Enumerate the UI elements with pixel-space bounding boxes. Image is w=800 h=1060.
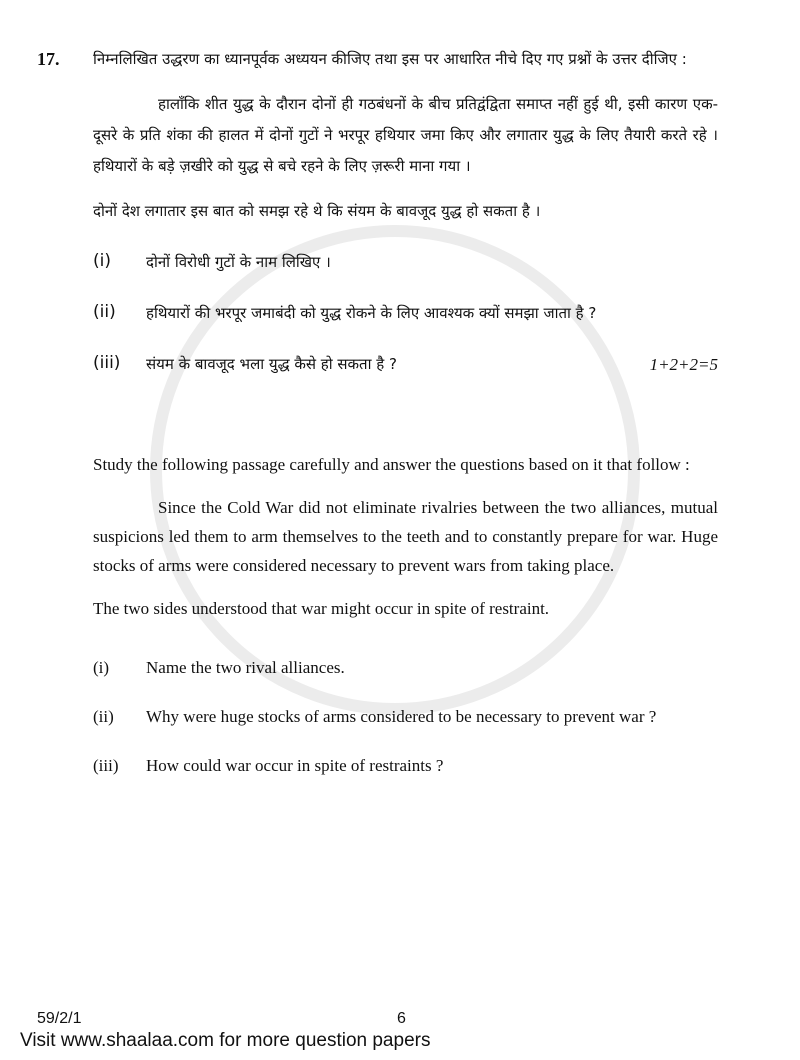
english-instruction-line: it that follow : [592,455,690,474]
english-question [146,702,718,731]
english-passage2: The two sides understood that war might occur in spite of restraint. [93,599,550,618]
hindi-instruction-line: प्रश्नों के उत्तर दीजिए : [568,50,687,68]
english-passage [93,493,718,580]
hindi-instruction [93,44,718,75]
hindi-passage-line: और लगातार युद्ध के लिए तैयारी करते रहे । हथियारों के बड़े ज़खीरे को युद्ध से बचे रहने के [93,126,718,175]
question-number: 17. [37,49,60,69]
english-passage-line: Since the Cold War did not eliminate rivalries between the two [158,498,597,517]
marks-distribution: 1+2+2=5 [649,355,718,374]
english-passage-line: to constantly prepare for war. Huge stocks of arms were considered [93,527,718,575]
visit-link[interactable]: Visit www.shaalaa.com for more question papers [20,1030,431,1051]
hindi-passage2: दोनों देश लगातार इस बात को समझ रहे थे कि संयम के बावजूद युद्ध हो सकता है । [93,202,541,220]
hindi-passage-line: हालाँकि शीत युद्ध के दौरान दोनों ही गठबंधनों के बीच प्रतिद्वंद्विता समाप्त नहीं हुई [158,95,599,113]
english-passage-line: alliances, mutual suspicions led them to arm themselves to the teeth and [93,498,719,546]
hindi-question-item [93,298,718,329]
hindi-passage-line: लिए ज़रूरी माना गया । [344,157,471,175]
hindi-passage [93,89,718,182]
question-label: (iii) [93,353,121,373]
hindi-instruction-line: निम्नलिखित उद्धरण का ध्यानपूर्वक अध्ययन कीजिए तथा इस पर आधारित नीचे दिए गए [93,50,564,68]
hindi-passage-line: थी, इसी कारण एक-दूसरे के प्रति शंका की हालत में दोनों गुटों ने भरपूर हथियार जमा किए [93,95,718,144]
question-label: (iii) [93,756,119,775]
question-label: (i) [93,658,110,677]
english-question-item [93,702,718,731]
english-passage-line: necessary to prevent wars from taking place. [310,556,615,575]
english-instruction [93,450,718,479]
english-instruction-line: Study the following passage carefully and answer the questions based on [93,455,589,474]
english-question: How could war occur in spite of restraints ? [146,756,444,775]
paper-code: 59/2/1 [37,1010,82,1027]
hindi-question: संयम के बावजूद भला युद्ध कैसे हो सकता है ? [146,355,397,373]
hindi-question-item [93,247,718,278]
hindi-question-line: हथियारों की भरपूर जमाबंदी को युद्ध रोकने के लिए आवश्यक क्यों समझा [146,304,539,322]
hindi-question-item [93,349,718,380]
english-question-line: Why were huge stocks of arms considered to be necessary to [146,707,560,726]
english-question-item [93,751,718,780]
english-question-line: prevent war ? [563,707,657,726]
english-question-item [93,653,718,682]
hindi-question-line: जाता है ? [543,304,597,322]
hindi-question: दोनों विरोधी गुटों के नाम लिखिए । [146,253,331,271]
hindi-question [146,298,718,329]
question-label: (ii) [93,707,114,726]
english-question: Name the two rival alliances. [146,658,345,677]
footer [0,980,800,1060]
question-label: (ii) [93,302,116,322]
page-number: 6 [397,1010,406,1027]
question-label: (i) [93,251,111,271]
